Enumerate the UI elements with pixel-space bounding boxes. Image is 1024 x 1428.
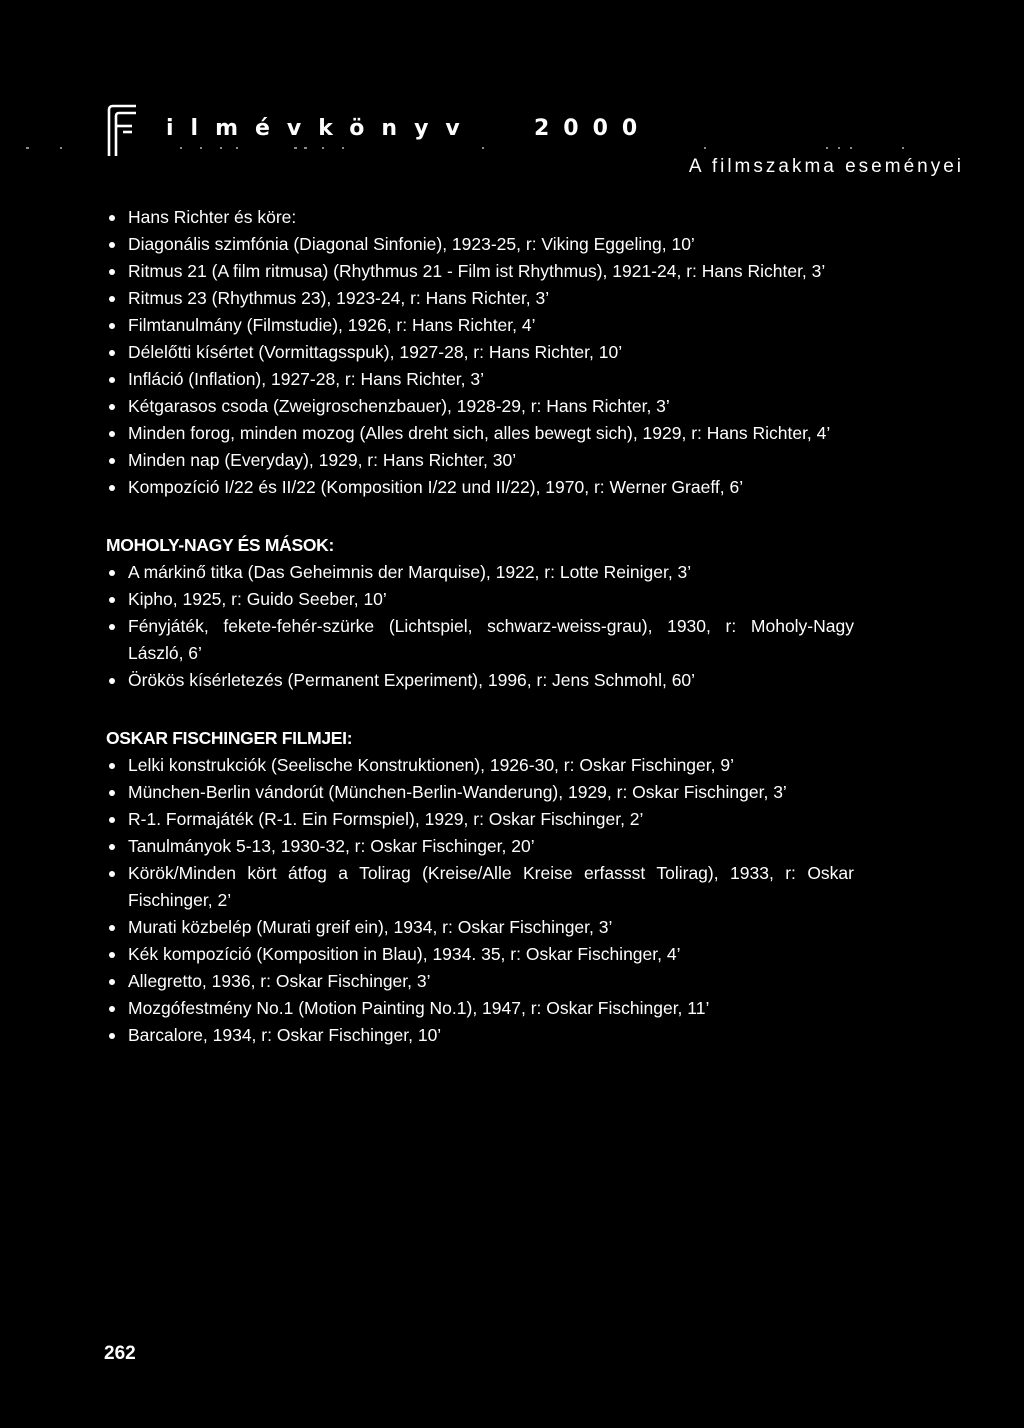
list-item: Diagonális szimfónia (Diagonal Sinfonie), 1923-25, r: Viking Eggeling, 10’ [106, 231, 854, 258]
section-hans-richter [106, 204, 854, 501]
list-item: Hans Richter és köre: [106, 204, 854, 231]
list-item: Kompozíció I/22 és II/22 (Komposition I/22 und II/22), 1970, r: Werner Graeff, 6’ [106, 474, 854, 501]
list-item: Filmtanulmány (Filmstudie), 1926, r: Hans Richter, 4’ [106, 312, 854, 339]
list-item: München-Berlin vándorút (München-Berlin-Wanderung), 1929, r: Oskar Fischinger, 3’ [106, 779, 854, 806]
film-list [106, 559, 854, 694]
list-item: Lelki konstrukciók (Seelische Konstruktionen), 1926-30, r: Oskar Fischinger, 9’ [106, 752, 854, 779]
list-item: A márkinő titka (Das Geheimnis der Marquise), 1922, r: Lotte Reiniger, 3’ [106, 559, 854, 586]
list-item: Délelőtti kísértet (Vormittagsspuk), 1927-28, r: Hans Richter, 10’ [106, 339, 854, 366]
header-subtitle: A filmszakma eseményei [688, 156, 964, 177]
header-year: 2000 [534, 116, 652, 141]
film-list [106, 752, 854, 1049]
list-item: Kipho, 1925, r: Guido Seeber, 10’ [106, 586, 854, 613]
list-item: R-1. Formajáték (R-1. Ein Formspiel), 1929, r: Oskar Fischinger, 2’ [106, 806, 854, 833]
list-item: Körök/Minden kört átfog a Tolirag (Kreise/Alle Kreise erfassst Tolirag), 1933, r: Oskar Fischinger, 2’ [106, 860, 854, 914]
page-number: 262 [104, 1343, 136, 1364]
list-item: Ritmus 23 (Rhythmus 23), 1923-24, r: Hans Richter, 3’ [106, 285, 854, 312]
header-dotted-rule [4, 146, 964, 150]
list-item: Kék kompozíció (Komposition in Blau), 1934. 35, r: Oskar Fischinger, 4’ [106, 941, 854, 968]
list-item: Fényjáték, fekete-fehér-szürke (Lichtspiel, schwarz-weiss-grau), 1930, r: Moholy-Nagy László, 6’ [106, 613, 854, 667]
list-item: Mozgófestmény No.1 (Motion Painting No.1), 1947, r: Oskar Fischinger, 11’ [106, 995, 854, 1022]
list-item: Murati közbelép (Murati greif ein), 1934, r: Oskar Fischinger, 3’ [106, 914, 854, 941]
section-oskar-fischinger [106, 725, 854, 1049]
section-heading: MOHOLY-NAGY ÉS MÁSOK: [106, 535, 335, 555]
list-item: Barcalore, 1934, r: Oskar Fischinger, 10’ [106, 1022, 854, 1049]
film-list [106, 204, 854, 501]
section-moholy-nagy [106, 532, 854, 694]
list-item: Tanulmányok 5-13, 1930-32, r: Oskar Fischinger, 20’ [106, 833, 854, 860]
list-item: Ritmus 21 (A film ritmusa) (Rhythmus 21 - Film ist Rhythmus), 1921-24, r: Hans Richter, 3’ [106, 258, 854, 285]
header-title: ilmévkönyv [166, 116, 477, 141]
list-item: Örökös kísérletezés (Permanent Experiment), 1996, r: Jens Schmohl, 60’ [106, 667, 854, 694]
list-item: Allegretto, 1936, r: Oskar Fischinger, 3’ [106, 968, 854, 995]
list-item: Kétgarasos csoda (Zweigroschenzbauer), 1928-29, r: Hans Richter, 3’ [106, 393, 854, 420]
section-heading: OSKAR FISCHINGER FILMJEI: [106, 728, 353, 748]
list-item: Minden nap (Everyday), 1929, r: Hans Richter, 30’ [106, 447, 854, 474]
page-header [104, 102, 964, 182]
list-item: Infláció (Inflation), 1927-28, r: Hans Richter, 3’ [106, 366, 854, 393]
page-content [106, 204, 854, 1080]
list-item: Minden forog, minden mozog (Alles dreht sich, alles bewegt sich), 1929, r: Hans Richter, 4’ [106, 420, 854, 447]
